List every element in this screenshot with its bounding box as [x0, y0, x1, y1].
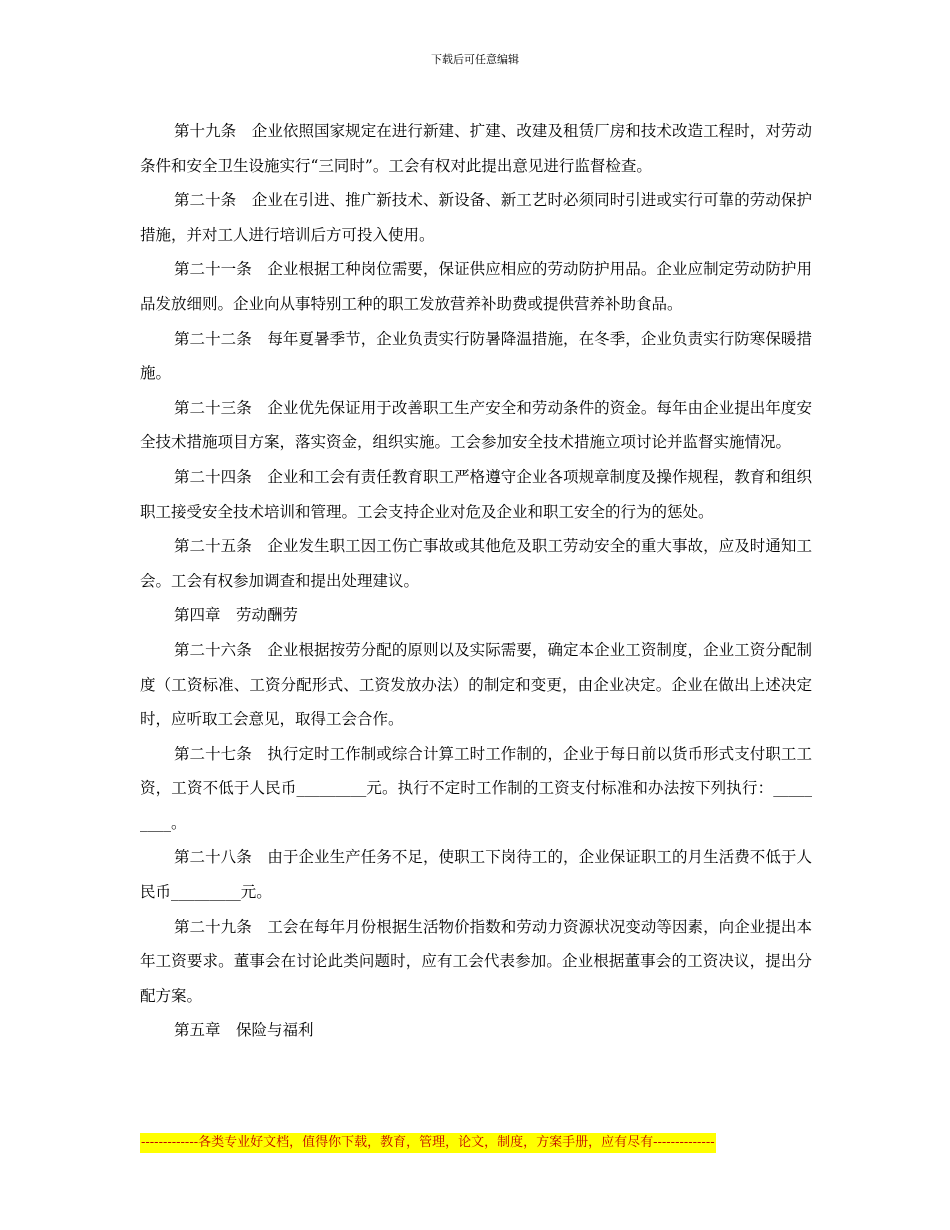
chapter-5-heading: 第五章 保险与福利	[174, 1021, 314, 1040]
article-23: 第二十三条 企业优先保证用于改善职工生产安全和劳动条件的资金。每年由企业提出年度安全技术措施项目方案，落实资金，组织实施。工会参加安全技术措施立项讨论并监督实施情况。	[140, 398, 812, 452]
page-footer-banner: -------------各类专业好文档，值得你下载，教育，管理，论文，制度，方案手册，应有尽有--------------	[140, 1133, 716, 1153]
document-body	[140, 114, 812, 1048]
article-19: 第十九条 企业依照国家规定在进行新建、扩建、改建及租赁厂房和技术改造工程时，对劳动条件和安全卫生设施实行“三同时”。工会有权对此提出意见进行监督检查。	[140, 122, 812, 175]
chapter-4-heading: 第四章 劳动酬劳	[174, 606, 299, 625]
page-header: 下载后可任意编辑	[431, 53, 519, 66]
article-26: 第二十六条 企业根据按劳分配的原则以及实际需要，确定本企业工资制度，企业工资分配制度（工资标准、工资分配形式、工资发放办法）的制定和变更，由企业决定。企业在做出上述决定时，应听取工会意见，取得工会合作。	[140, 640, 812, 729]
article-24: 第二十四条 企业和工会有责任教育职工严格遵守企业各项规章制度及操作规程，教育和组织职工接受安全技术培训和管理。工会支持企业对危及企业和职工安全的行为的惩处。	[140, 467, 812, 521]
article-20: 第二十条 企业在引进、推广新技术、新设备、新工艺时必须同时引进或实行可靠的劳动保护措施，并对工人进行培训后方可投入使用。	[140, 191, 812, 244]
article-21: 第二十一条 企业根据工种岗位需要，保证供应相应的劳动防护用品。企业应制定劳动防护用品发放细则。企业向从事特别工种的职工发放营养补助费或提供营养补助食品。	[140, 260, 812, 313]
article-29: 第二十九条 工会在每年月份根据生活物价指数和劳动力资源状况变动等因素，向企业提出本年工资要求。董事会在讨论此类问题时，应有工会代表参加。企业根据董事会的工资决议，提出分配方案。	[140, 917, 812, 1005]
article-28: 第二十八条 由于企业生产任务不足，使职工下岗待工的，企业保证职工的月生活费不低于人民币_________元。	[140, 848, 812, 902]
article-25: 第二十五条 企业发生职工因工伤亡事故或其他危及职工劳动安全的重大事故，应及时通知工会。工会有权参加调查和提出处理建议。	[140, 537, 812, 590]
article-27: 第二十七条 执行定时工作制或综合计算工时工作制的，企业于每日前以货币形式支付职工工资，工资不低于人民币_________元。执行不定时工作制的工资支付标准和办法按下列执行：_________。	[140, 744, 812, 832]
article-22: 第二十二条 每年夏暑季节，企业负责实行防暑降温措施，在冬季，企业负责实行防寒保暖措施。	[140, 329, 812, 383]
